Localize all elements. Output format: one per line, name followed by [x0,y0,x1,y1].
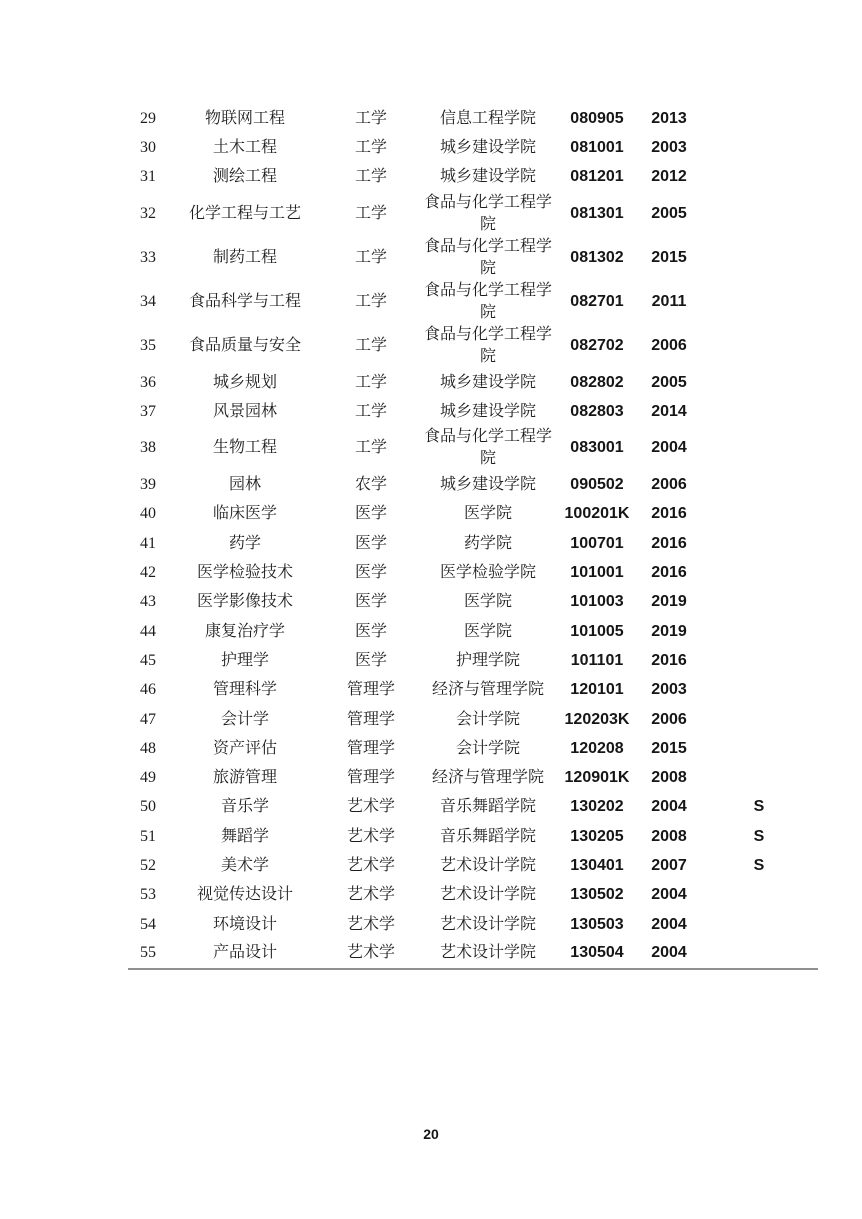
college-cell: 医学院 [463,505,512,523]
major-code-cell: 101101 [570,651,624,669]
major-code-cell: 130503 [570,915,624,933]
discipline-cell: 工学 [354,204,387,222]
note-cell [700,470,818,499]
table-row [128,104,818,133]
discipline-cell: 工学 [354,402,387,420]
discipline-cell: 工学 [354,439,387,457]
major-code-cell: 081302 [570,248,624,266]
table-row [128,617,818,646]
college-cell: 音乐舞蹈学院 [439,798,536,816]
table-row [128,470,818,499]
discipline-cell: 工学 [354,168,387,186]
major-name-cell: 音乐学 [220,798,269,816]
discipline-cell: 艺术学 [346,827,395,845]
major-code-cell: 120101 [570,681,624,699]
table-row [128,500,818,529]
major-code-cell: 090502 [570,476,624,494]
year-cell: 2014 [651,402,687,420]
note-cell [700,676,818,705]
page-number: 20 [423,1126,439,1142]
college-cell: 食品与化学工程学院 [423,237,552,277]
major-name-cell: 化学工程与工艺 [188,204,301,222]
note-cell [700,910,818,939]
college-cell: 药学院 [463,534,512,552]
year-cell: 2004 [651,944,687,962]
table-row [128,881,818,910]
college-cell: 护理学院 [455,651,520,669]
major-name-cell: 旅游管理 [212,769,277,787]
row-number-cell: 43 [140,593,156,611]
major-code-cell: 081201 [570,168,624,186]
note-cell [700,881,818,910]
row-number-cell: 47 [140,710,156,728]
college-cell: 会计学院 [455,710,520,728]
college-cell: 医学院 [463,622,512,640]
table-row [128,280,818,324]
college-cell: 食品与化学工程学院 [423,193,552,233]
discipline-cell: 医学 [354,651,387,669]
major-code-cell: 130205 [570,827,624,845]
note-cell [700,426,818,470]
major-code-cell: 083001 [570,439,624,457]
note-cell [700,939,818,968]
major-name-cell: 美术学 [220,856,269,874]
year-cell: 2006 [651,476,687,494]
college-cell: 城乡建设学院 [439,476,536,494]
major-code-cell: 082802 [570,373,624,391]
row-number-cell: 51 [140,827,156,845]
note-cell: S [753,827,765,845]
major-code-cell: 080905 [570,109,624,127]
college-cell: 城乡建设学院 [439,168,536,186]
table-row [128,558,818,587]
college-cell: 经济与管理学院 [431,769,544,787]
major-code-cell: 101005 [570,622,624,640]
year-cell: 2004 [651,439,687,457]
major-name-cell: 土木工程 [212,138,277,156]
major-code-cell: 120203K [564,710,630,728]
table-row [128,133,818,162]
college-cell: 医学检验学院 [439,564,536,582]
discipline-cell: 艺术学 [346,856,395,874]
major-code-cell: 082701 [570,292,624,310]
row-number-cell: 33 [140,248,156,266]
table-row [128,163,818,192]
row-number-cell: 45 [140,651,156,669]
year-cell: 2016 [651,651,687,669]
major-code-cell: 100701 [570,534,624,552]
major-name-cell: 生物工程 [212,439,277,457]
row-number-cell: 49 [140,769,156,787]
discipline-cell: 管理学 [346,681,395,699]
discipline-cell: 艺术学 [346,886,395,904]
discipline-cell: 艺术学 [346,798,395,816]
major-name-cell: 物联网工程 [204,109,285,127]
note-cell [700,617,818,646]
major-name-cell: 测绘工程 [212,168,277,186]
row-number-cell: 50 [140,798,156,816]
table-row [128,793,818,822]
major-code-cell: 081301 [570,204,624,222]
college-cell: 城乡建设学院 [439,373,536,391]
discipline-cell: 管理学 [346,739,395,757]
major-name-cell: 城乡规划 [212,373,277,391]
note-cell [700,646,818,675]
note-cell [700,104,818,133]
row-number-cell: 29 [140,109,156,127]
discipline-cell: 工学 [354,336,387,354]
row-number-cell: 41 [140,534,156,552]
major-name-cell: 资产评估 [212,739,277,757]
table-row [128,910,818,939]
college-cell: 食品与化学工程学院 [423,281,552,321]
table-row [128,763,818,792]
discipline-cell: 医学 [354,622,387,640]
major-name-cell: 园林 [228,476,261,494]
year-cell: 2004 [651,915,687,933]
major-name-cell: 临床医学 [212,505,277,523]
college-cell: 食品与化学工程学院 [423,325,552,365]
row-number-cell: 52 [140,856,156,874]
note-cell [700,133,818,162]
year-cell: 2016 [651,534,687,552]
note-cell [700,280,818,324]
year-cell: 2016 [651,505,687,523]
year-cell: 2003 [651,138,687,156]
major-name-cell: 产品设计 [212,944,277,962]
row-number-cell: 34 [140,292,156,310]
table-row [128,851,818,880]
discipline-cell: 医学 [354,505,387,523]
note-cell [700,324,818,368]
major-name-cell: 管理科学 [212,681,277,699]
year-cell: 2013 [651,109,687,127]
row-number-cell: 35 [140,336,156,354]
row-number-cell: 54 [140,915,156,933]
major-code-cell: 120901K [564,769,630,787]
table-row [128,676,818,705]
year-cell: 2007 [651,856,687,874]
year-cell: 2019 [651,593,687,611]
major-name-cell: 食品质量与安全 [188,336,301,354]
year-cell: 2016 [651,564,687,582]
table-row [128,236,818,280]
college-cell: 信息工程学院 [439,109,536,127]
major-name-cell: 康复治疗学 [204,622,285,640]
major-name-cell: 会计学 [220,710,269,728]
college-cell: 艺术设计学院 [439,886,536,904]
college-cell: 食品与化学工程学院 [423,428,552,468]
college-cell: 医学院 [463,593,512,611]
table-row [128,397,818,426]
note-cell: S [753,798,765,816]
table-row [128,705,818,734]
majors-table-body [128,104,818,969]
row-number-cell: 42 [140,564,156,582]
year-cell: 2004 [651,798,687,816]
major-code-cell: 130401 [570,856,624,874]
table-row [128,734,818,763]
discipline-cell: 工学 [354,138,387,156]
note-cell [700,558,818,587]
row-number-cell: 38 [140,439,156,457]
row-number-cell: 40 [140,505,156,523]
note-cell [700,192,818,236]
note-cell [700,163,818,192]
note-cell [700,236,818,280]
major-code-cell: 082702 [570,336,624,354]
discipline-cell: 工学 [354,373,387,391]
row-number-cell: 37 [140,402,156,420]
year-cell: 2008 [651,769,687,787]
row-number-cell: 39 [140,476,156,494]
major-name-cell: 医学影像技术 [196,593,293,611]
year-cell: 2015 [651,739,687,757]
major-name-cell: 医学检验技术 [196,564,293,582]
major-name-cell: 食品科学与工程 [188,292,301,310]
major-name-cell: 视觉传达设计 [196,886,293,904]
college-cell: 艺术设计学院 [439,944,536,962]
major-name-cell: 舞蹈学 [220,827,269,845]
discipline-cell: 工学 [354,109,387,127]
major-code-cell: 081001 [570,138,624,156]
year-cell: 2005 [651,373,687,391]
major-name-cell: 制药工程 [212,248,277,266]
major-code-cell: 101001 [570,564,624,582]
row-number-cell: 48 [140,739,156,757]
college-cell: 会计学院 [455,739,520,757]
note-cell [700,734,818,763]
table-row [128,426,818,470]
note-cell [700,500,818,529]
discipline-cell: 艺术学 [346,915,395,933]
major-code-cell: 120208 [570,739,624,757]
row-number-cell: 32 [140,204,156,222]
note-cell [700,397,818,426]
discipline-cell: 农学 [354,476,387,494]
college-cell: 艺术设计学院 [439,915,536,933]
college-cell: 艺术设计学院 [439,856,536,874]
major-code-cell: 130504 [570,944,624,962]
college-cell: 城乡建设学院 [439,138,536,156]
year-cell: 2005 [651,204,687,222]
row-number-cell: 44 [140,622,156,640]
discipline-cell: 管理学 [346,710,395,728]
discipline-cell: 医学 [354,534,387,552]
year-cell: 2012 [651,168,687,186]
year-cell: 2019 [651,622,687,640]
major-code-cell: 100201K [564,505,630,523]
college-cell: 音乐舞蹈学院 [439,827,536,845]
discipline-cell: 管理学 [346,769,395,787]
discipline-cell: 工学 [354,248,387,266]
year-cell: 2011 [651,292,687,310]
year-cell: 2008 [651,827,687,845]
row-number-cell: 30 [140,138,156,156]
row-number-cell: 31 [140,168,156,186]
row-number-cell: 53 [140,886,156,904]
table-row [128,646,818,675]
row-number-cell: 36 [140,373,156,391]
table-row [128,588,818,617]
discipline-cell: 艺术学 [346,944,395,962]
discipline-cell: 工学 [354,292,387,310]
major-name-cell: 药学 [228,534,261,552]
row-number-cell: 55 [140,944,156,962]
year-cell: 2004 [651,886,687,904]
discipline-cell: 医学 [354,593,387,611]
table-row [128,192,818,236]
year-cell: 2006 [651,336,687,354]
college-cell: 城乡建设学院 [439,402,536,420]
year-cell: 2015 [651,248,687,266]
major-code-cell: 082803 [570,402,624,420]
majors-table [128,104,818,970]
major-name-cell: 环境设计 [212,915,277,933]
major-name-cell: 护理学 [220,651,269,669]
major-code-cell: 130502 [570,886,624,904]
major-name-cell: 风景园林 [212,402,277,420]
table-row [128,939,818,968]
table-row [128,324,818,368]
note-cell [700,763,818,792]
year-cell: 2003 [651,681,687,699]
note-cell [700,529,818,558]
major-code-cell: 130202 [570,798,624,816]
note-cell [700,368,818,397]
row-number-cell: 46 [140,681,156,699]
table-row [128,822,818,851]
college-cell: 经济与管理学院 [431,681,544,699]
table-row [128,368,818,397]
note-cell: S [753,856,765,874]
note-cell [700,588,818,617]
discipline-cell: 医学 [354,564,387,582]
major-code-cell: 101003 [570,593,624,611]
note-cell [700,705,818,734]
table-row [128,529,818,558]
year-cell: 2006 [651,710,687,728]
